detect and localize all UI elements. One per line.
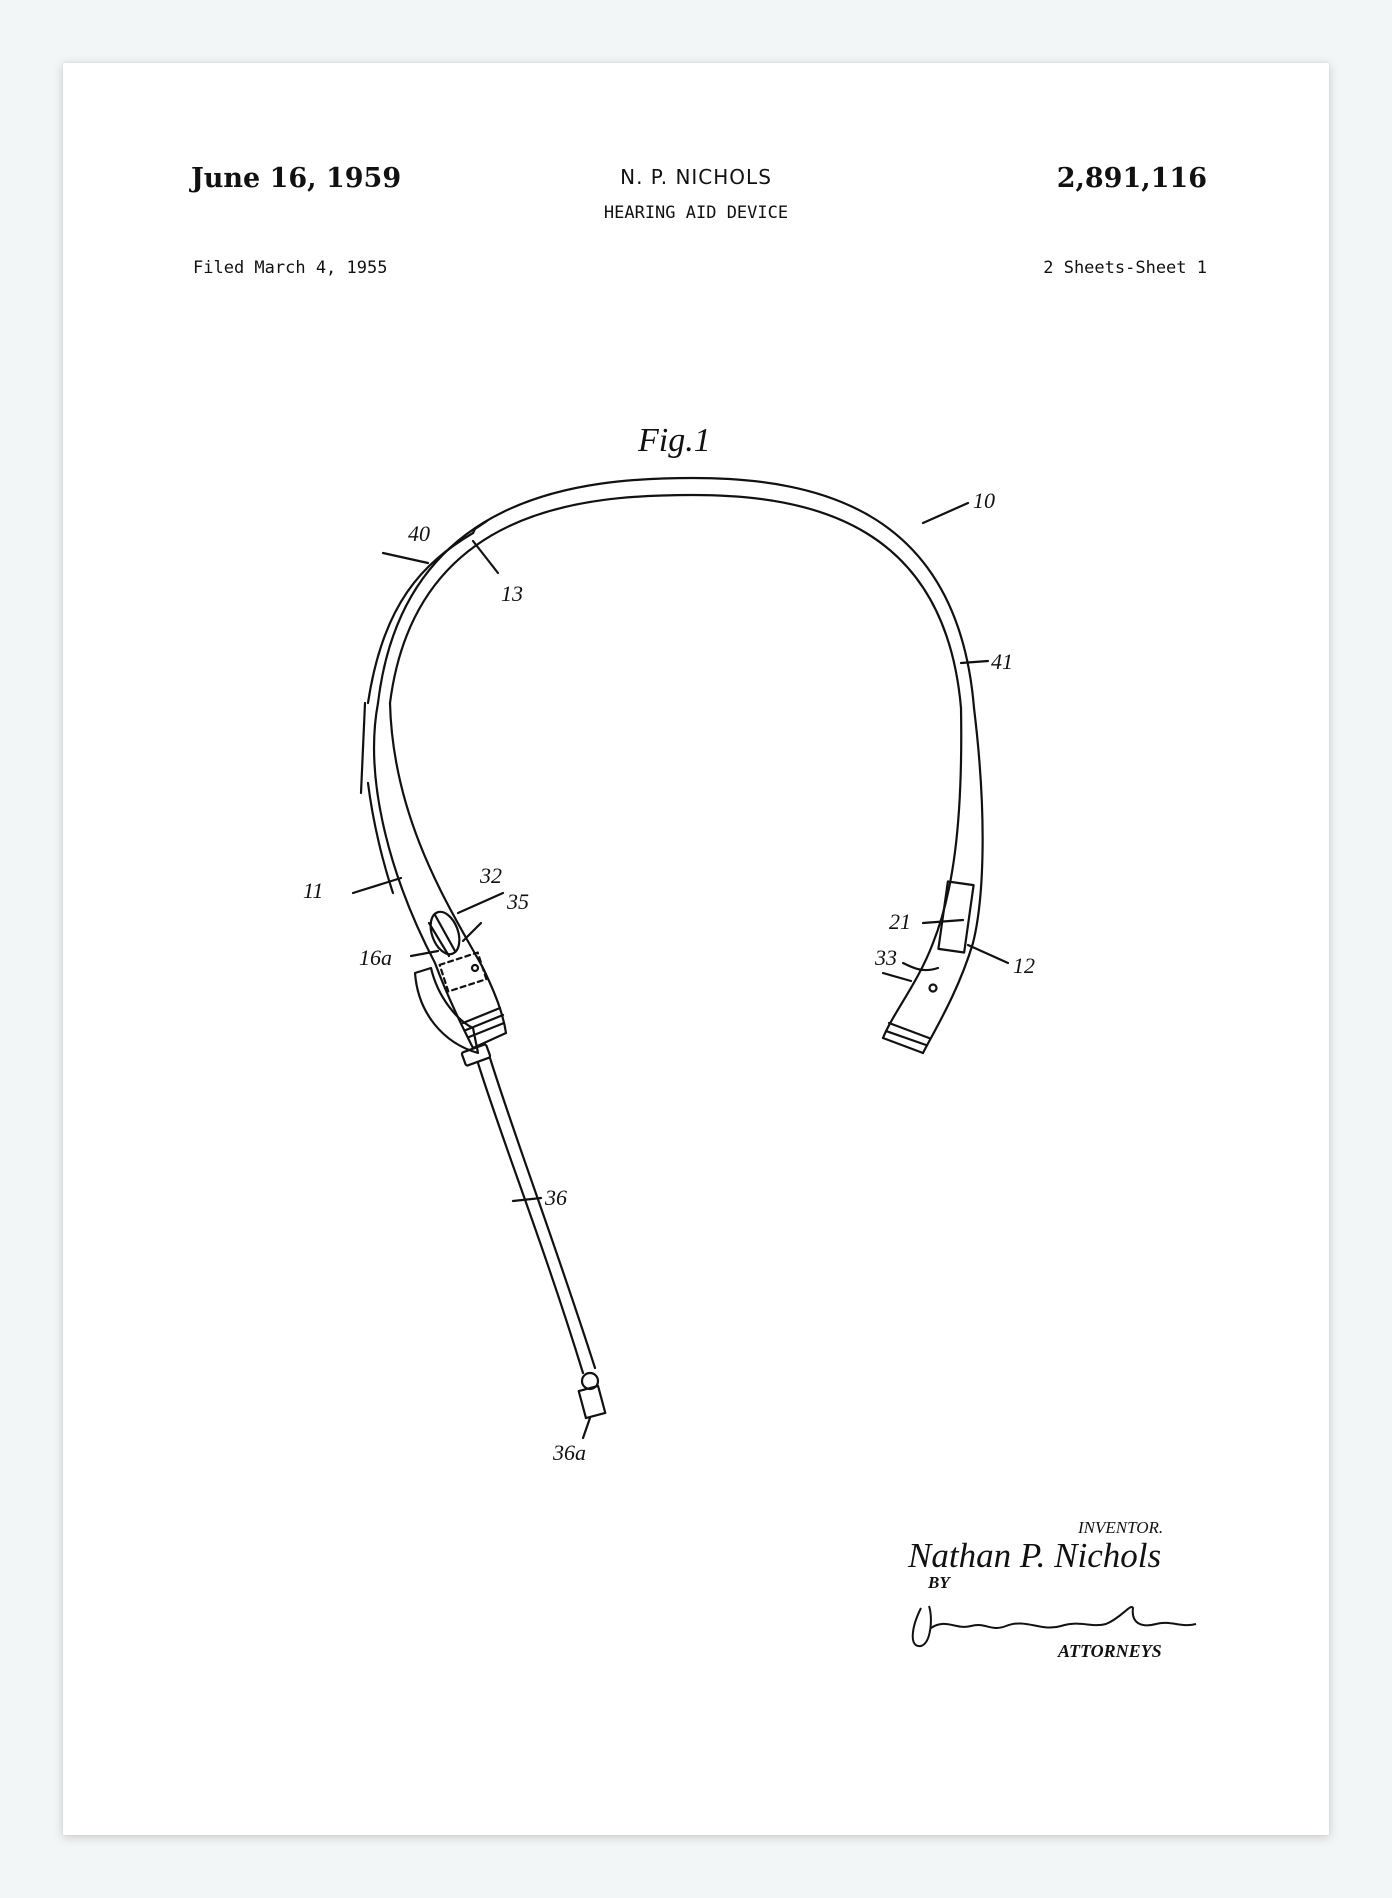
left-earpiece (374, 703, 473, 1048)
ref-36a: 36a (553, 1440, 586, 1465)
patent-title: HEARING AID DEVICE (603, 203, 789, 223)
ref-11: 11 (303, 878, 324, 903)
ref-21: 21 (889, 909, 911, 934)
ref-40: 40 (408, 521, 430, 546)
ref-33: 33 (875, 945, 897, 970)
inventor-signature: Nathan P. Nichols (908, 1536, 1162, 1575)
patent-date: June 16, 1959 (191, 163, 402, 194)
inventor-header: N. P. NICHOLS (620, 165, 772, 189)
ref-41: 41 (991, 649, 1013, 674)
ref-32: 32 (480, 863, 502, 888)
ref-16a: 16a (359, 945, 392, 970)
ref-36: 36 (545, 1185, 567, 1210)
patent-number: 2,891,116 (1056, 163, 1207, 194)
inventor-label: INVENTOR. (1078, 1518, 1164, 1537)
ref-12: 12 (1013, 953, 1035, 978)
filed-date: Filed March 4, 1955 (193, 258, 388, 278)
ref-10: 10 (973, 488, 995, 513)
sheet-count: 2 Sheets-Sheet 1 (1043, 258, 1207, 278)
attorneys-label: ATTORNEYS (1058, 1641, 1162, 1661)
ref-35: 35 (507, 889, 529, 914)
by-label: BY (928, 1573, 950, 1592)
hearing-tube (478, 1063, 583, 1373)
patent-sheet (63, 63, 1329, 1835)
right-earpiece (883, 708, 961, 1038)
figure-label: Fig.1 (638, 422, 711, 459)
headband-outer (378, 478, 974, 708)
ref-13: 13 (501, 581, 523, 606)
